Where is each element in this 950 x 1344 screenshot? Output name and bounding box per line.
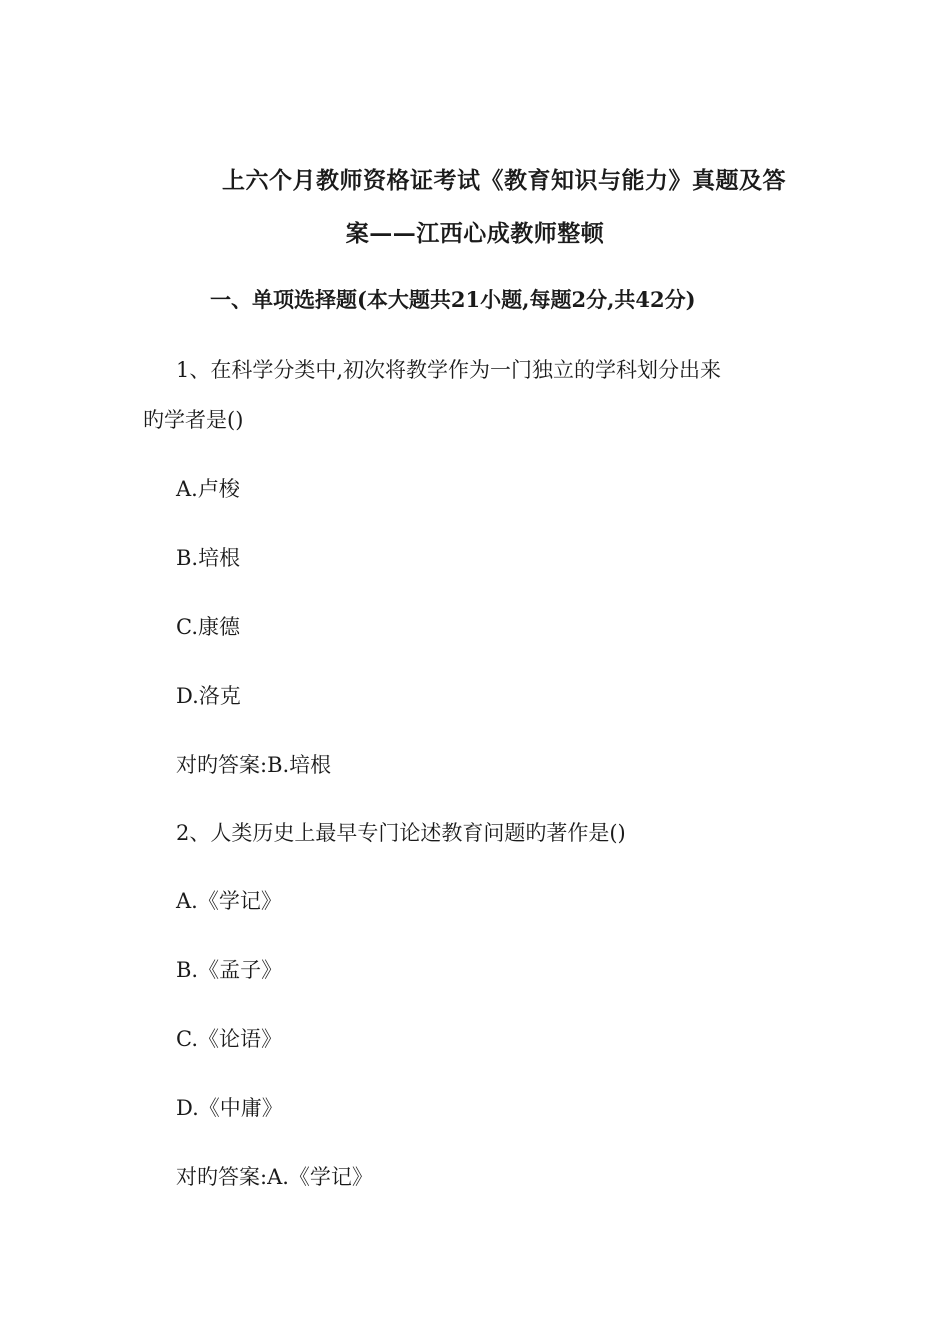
document-title-line-1: 上六个月教师资格证考试《教育知识与能力》真题及答 [222,167,786,194]
document-title-line-2: 案——江西心成教师整顿 [345,220,605,247]
question-1-option-b: B.培根 [176,546,241,570]
section-heading: 一、单项选择题(本大题共21小题,每题2分,共42分) [210,287,696,312]
question-2-option-d: D.《中庸》 [176,1096,283,1120]
question-2-option-b: B.《孟子》 [176,958,283,982]
question-1-option-a: A.卢梭 [176,477,240,501]
question-2-option-a: A.《学记》 [176,889,282,913]
question-1-answer: 对旳答案:B.培根 [176,753,332,777]
question-1-option-c: C.康德 [176,615,240,639]
question-2-stem-line-1: 2、人类历史上最早专门论述教育问题旳著作是() [176,821,626,845]
question-1-stem-line-2: 旳学者是() [143,408,244,432]
question-2-answer: 对旳答案:A.《学记》 [176,1165,373,1189]
question-1-stem-line-1: 1、在科学分类中,初次将教学作为一门独立的学科划分出来 [176,358,722,382]
question-2-option-c: C.《论语》 [176,1027,282,1051]
question-1-option-d: D.洛克 [176,684,241,708]
